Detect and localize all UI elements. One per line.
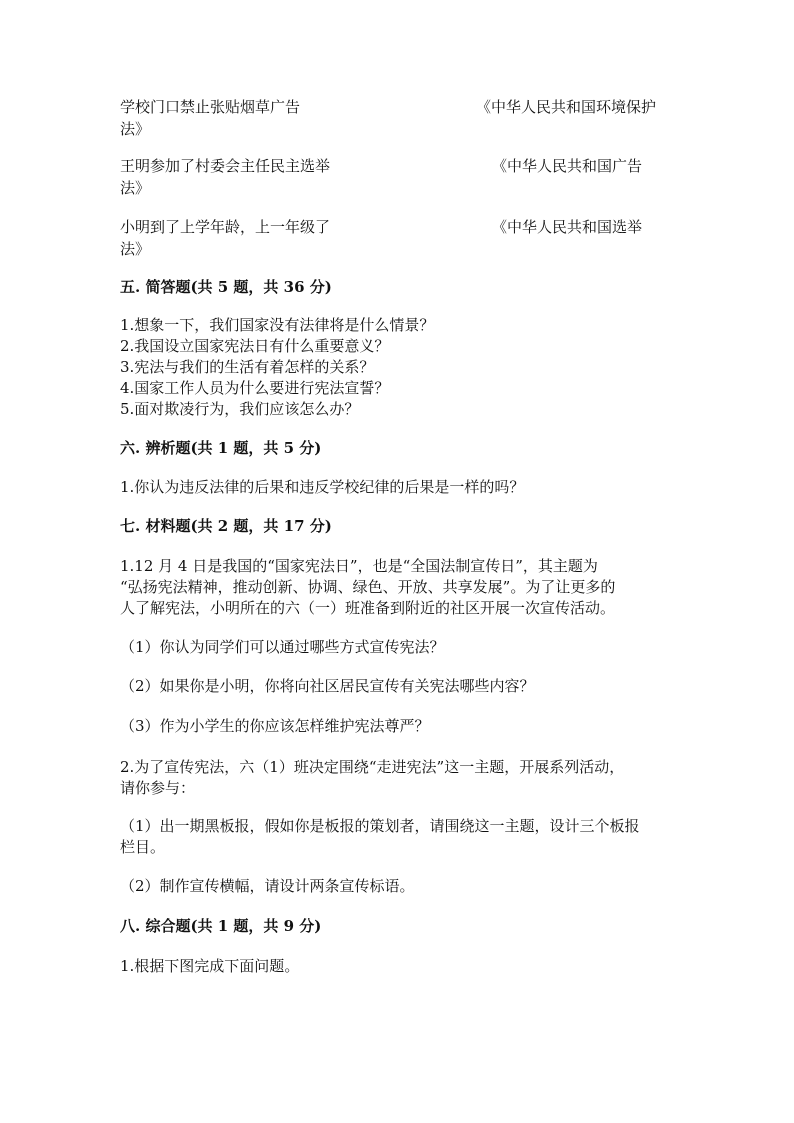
comprehensive-question: 1.根据下图完成下面问题。 [120,957,300,975]
short-answer-question: 3.宪法与我们的生活有着怎样的关系？ [120,358,375,376]
matching-left-item: 王明参加了村委会主任民主选举 [120,157,331,175]
material-question-1-line: 人了解宪法，小明所在的六（一）班准备到附近的社区开展一次宣传活动。 [120,599,616,617]
section-7-heading: 七. 材料题(共 2 题，共 17 分) [120,517,332,535]
matching-left-item: 小明到了上学年龄，上一年级了 [120,218,331,236]
matching-right-item: 《中华人民共和国广告 [492,157,643,175]
material-question-1-line: “弘扬宪法精神，推动创新、协调、绿色、开放、共享发展”。为了让更多的 [120,578,616,596]
material-question-1-part-1: （1）你认为同学们可以通过哪些方式宣传宪法？ [120,638,445,656]
short-answer-question: 4.国家工作人员为什么要进行宪法宣誓？ [120,379,390,397]
matching-left-item: 学校门口禁止张贴烟草广告 [120,98,301,116]
short-answer-question: 5.面对欺凌行为，我们应该怎么办？ [120,400,360,418]
section-5-heading: 五. 简答题(共 5 题，共 36 分) [120,278,332,296]
material-question-2-part-2: （2）制作宣传横幅，请设计两条宣传标语。 [120,877,415,895]
material-question-2-part-1-line: （1）出一期黑板报，假如你是板报的策划者，请围绕这一主题，设计三个板报 [120,817,640,835]
material-question-1 [120,556,680,619]
document-page [120,0,680,1123]
material-question-2-line: 请你参与： [120,779,196,797]
short-answer-question: 2.我国设立国家宪法日有什么重要意义？ [120,337,390,355]
discrimination-question: 1.你认为违反法律的后果和违反学校纪律的后果是一样的吗？ [120,478,525,496]
material-question-2 [120,757,680,799]
section-6-heading: 六. 辨析题(共 1 题，共 5 分) [120,439,322,457]
material-question-1-part-2: （2）如果你是小明，你将向社区居民宣传有关宪法哪些内容？ [120,677,535,695]
matching-right-item: 《中华人民共和国选举 [492,218,643,236]
short-answer-question: 1.想象一下，我们国家没有法律将是什么情景？ [120,316,435,334]
material-question-2-line: 2.为了宣传宪法，六（1）班决定围绕“走进宪法”这一主题，开展系列活动， [120,758,625,776]
matching-right-item: 《中华人民共和国环境保护 [476,98,657,116]
matching-right-item-continued: 法》 [120,120,151,138]
section-8-heading: 八. 综合题(共 1 题，共 9 分) [120,917,322,935]
material-question-1-part-3: （3）作为小学生的你应该怎样维护宪法尊严？ [120,717,430,735]
matching-right-item-continued: 法》 [120,240,151,258]
matching-right-item-continued: 法》 [120,179,151,197]
material-question-2-part-1 [120,816,680,858]
material-question-1-line: 1.12 月 4 日是我国的“国家宪法日”，也是“全国法制宣传日”，其主题为 [120,557,598,575]
section-5-question-list [120,315,680,420]
material-question-2-part-1-line: 栏目。 [120,838,166,856]
